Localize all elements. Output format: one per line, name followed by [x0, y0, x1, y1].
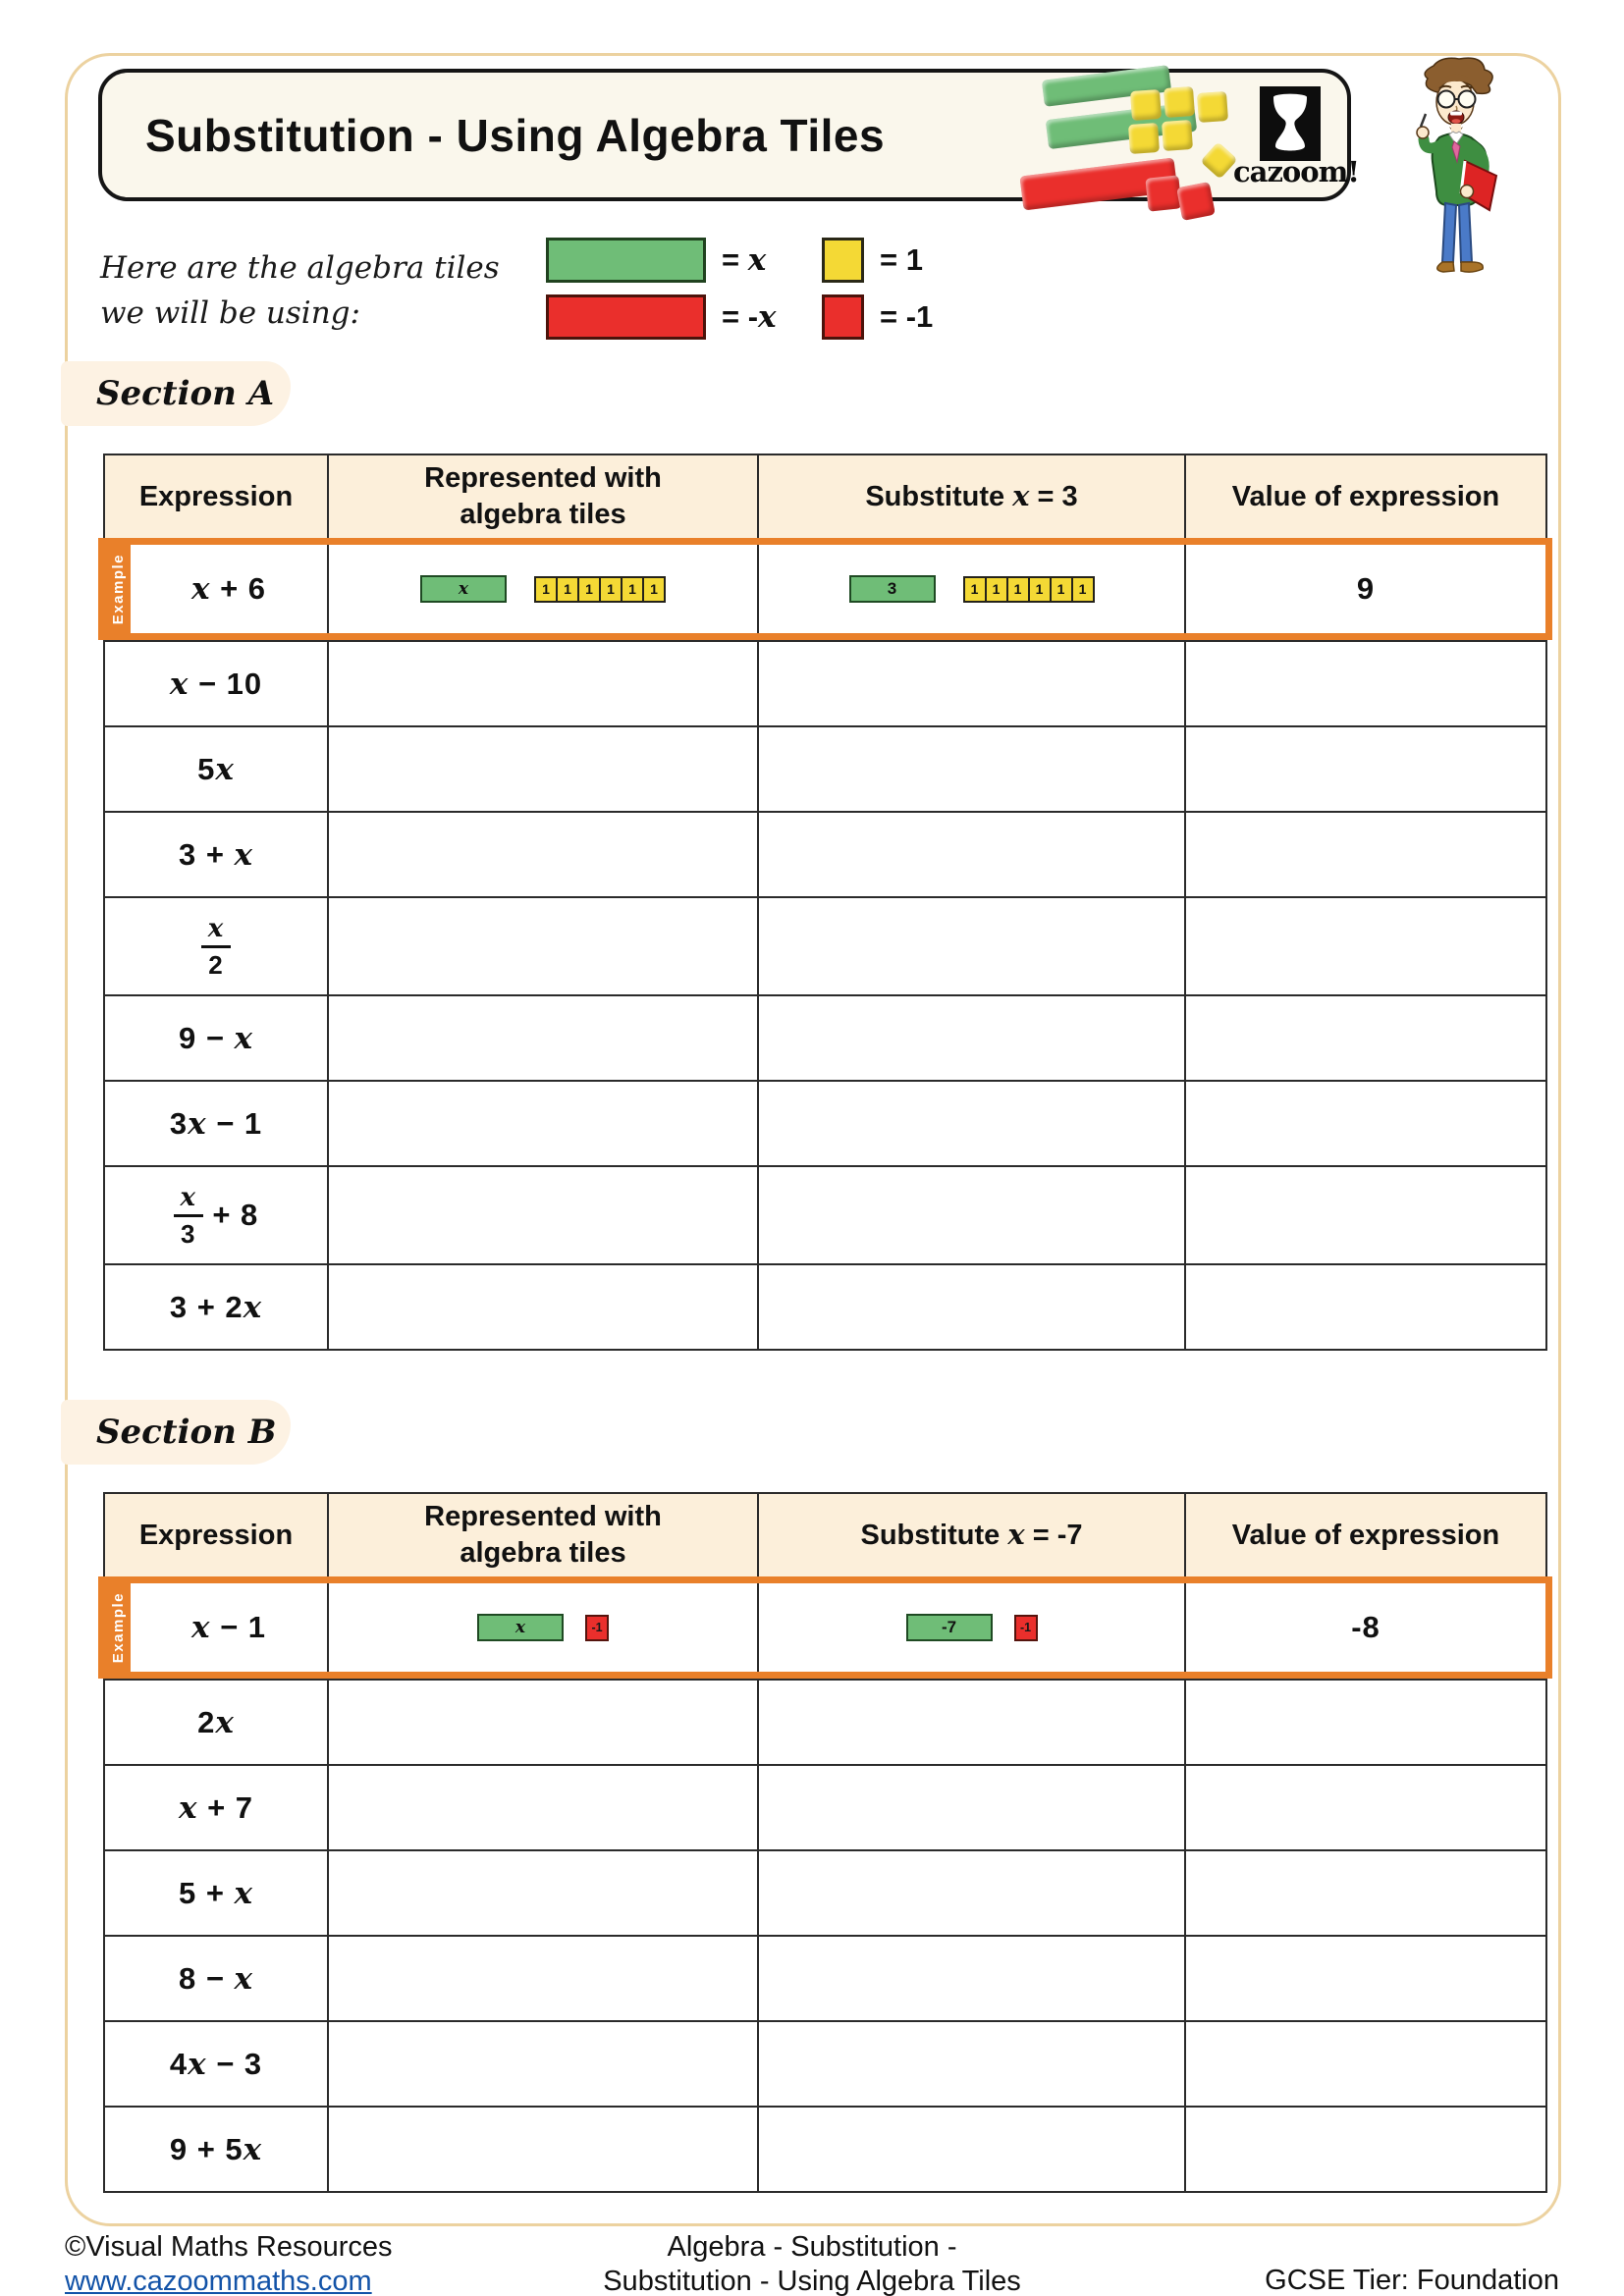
unit-tiles-strip [963, 576, 1095, 603]
represented-answer-cell [327, 1937, 757, 2020]
footer-copyright: ©Visual Maths Resources [65, 2231, 393, 2263]
column-header-text: Represented with algebra tiles [424, 462, 670, 530]
column-header [105, 1494, 327, 1576]
unit-tiles-strip [1014, 1615, 1038, 1641]
represented-answer-cell [327, 727, 757, 811]
table-row [105, 1080, 1545, 1165]
value-answer-cell [1184, 1937, 1545, 2020]
unit-tiles-strip [585, 1615, 609, 1641]
legend-negone-label: = -1 [880, 299, 934, 334]
table-row [105, 1263, 1545, 1349]
represented-answer-cell [327, 1681, 757, 1764]
represented-answer-cell [327, 898, 757, 994]
expression-cell [105, 2022, 327, 2106]
expression-cell [105, 1265, 327, 1349]
column-header-text: Substitute x = 3 [865, 479, 1078, 512]
column-header [327, 455, 757, 538]
example-represented-cell [327, 1583, 757, 1672]
substituted-answer-cell [757, 1851, 1184, 1935]
substituted-answer-cell [757, 1937, 1184, 2020]
expression-cell [105, 996, 327, 1080]
section-b-table [103, 1492, 1547, 2193]
example-represented-cell [327, 545, 757, 633]
example-expression-cell [131, 545, 327, 633]
column-header-text: Substitute x = -7 [860, 1518, 1083, 1551]
column-header [1184, 1494, 1545, 1576]
example-value-text: -8 [1351, 1610, 1380, 1644]
table-row [105, 1764, 1545, 1849]
expression-cell [105, 1851, 327, 1935]
drum-icon [1266, 91, 1315, 156]
example-tab-label: Example [109, 553, 127, 625]
column-header [1184, 455, 1545, 538]
substituted-answer-cell [757, 2108, 1184, 2191]
column-header-text: Represented with algebra tiles [424, 1501, 670, 1569]
expression-cell [105, 1681, 327, 1764]
table-row [105, 725, 1545, 811]
expression-text: $\frac{x}{2}$ [201, 915, 231, 979]
yellow-unit-tile: 1 [642, 576, 666, 603]
green-x-tile: x [420, 575, 507, 603]
table-row [105, 811, 1545, 896]
expression-cell [105, 1937, 327, 2020]
represented-answer-cell [327, 1851, 757, 1935]
section-a-label: Section A [61, 361, 291, 426]
substituted-answer-cell [757, 996, 1184, 1080]
decor-yellow-tile [1197, 91, 1228, 123]
represented-answer-cell [327, 642, 757, 725]
yellow-unit-tile: 1 [985, 576, 1008, 603]
legend-negx-label: = -x [722, 299, 777, 335]
expression-text: 8 − x [178, 1960, 254, 1997]
example-tab [105, 545, 131, 633]
substituted-answer-cell [757, 727, 1184, 811]
table-row [105, 1849, 1545, 1935]
teacher-illustration [1410, 55, 1512, 289]
green-x-tile: 3 [849, 575, 936, 603]
expression-cell [105, 813, 327, 896]
yellow-unit-tile: 1 [1006, 576, 1030, 603]
expression-text: 9 − x [178, 1020, 254, 1056]
substituted-answer-cell [757, 1167, 1184, 1263]
value-answer-cell [1184, 727, 1545, 811]
expression-cell [105, 1766, 327, 1849]
expression-text: 9 + 5 x [169, 2131, 263, 2167]
substituted-answer-cell [757, 813, 1184, 896]
column-header-text: Value of expression [1231, 1519, 1500, 1551]
represented-answer-cell [327, 1167, 757, 1263]
value-answer-cell [1184, 1167, 1545, 1263]
substituted-answer-cell [757, 898, 1184, 994]
example-value-text: 9 [1356, 571, 1376, 606]
expression-text: 3 + x [178, 836, 254, 873]
value-answer-cell [1184, 2108, 1545, 2191]
green-x-tile: -7 [906, 1614, 993, 1641]
table-row [105, 1679, 1545, 1764]
table-row [105, 2020, 1545, 2106]
table-header-row [105, 1494, 1545, 1576]
column-header-text: Expression [138, 1519, 294, 1551]
legend-x-label: = x [722, 242, 767, 278]
expression-cell [105, 1167, 327, 1263]
decor-red-square-tile [1145, 175, 1181, 211]
yellow-unit-tile: 1 [1050, 576, 1073, 603]
yellow-unit-tile: 1 [534, 576, 558, 603]
value-answer-cell [1184, 1082, 1545, 1165]
expression-text: x + 7 [178, 1789, 254, 1826]
yellow-unit-tile: 1 [621, 576, 644, 603]
represented-answer-cell [327, 996, 757, 1080]
yellow-unit-tile: 1 [556, 576, 579, 603]
footer-center [395, 2230, 1229, 2296]
footer-website-link[interactable]: www.cazoommaths.com [65, 2266, 372, 2296]
example-substituted-cell [757, 1583, 1184, 1672]
expression-cell [105, 642, 327, 725]
example-tab [105, 1583, 131, 1672]
expression-text: 3 + 2 x [169, 1289, 263, 1325]
red-unit-tile: -1 [585, 1615, 609, 1641]
footer-tier: GCSE Tier: Foundation [1265, 2265, 1559, 2296]
footer-left [65, 2230, 393, 2296]
example-value-cell [1184, 545, 1545, 633]
algebra-tiles-group [420, 575, 666, 603]
example-substituted-cell [757, 545, 1184, 633]
column-header-text: Value of expression [1231, 480, 1500, 512]
table-row [105, 640, 1545, 725]
tile-legend [546, 232, 966, 346]
value-answer-cell [1184, 813, 1545, 896]
section-b-label: Section B [61, 1400, 291, 1465]
substituted-answer-cell [757, 2022, 1184, 2106]
page-title: Substitution - Using Algebra Tiles [145, 109, 886, 161]
decor-yellow-tile [1162, 120, 1193, 151]
cazoom-logo-text: cazoom! [1233, 155, 1360, 188]
legend-green-x-tile [546, 238, 706, 283]
algebra-tiles-group [849, 575, 1095, 603]
section-a-table [103, 454, 1547, 1351]
expression-cell [105, 2108, 327, 2191]
expression-cell [105, 727, 327, 811]
example-row [98, 538, 1552, 640]
expression-cell [105, 898, 327, 994]
example-value-cell [1184, 1583, 1545, 1672]
represented-answer-cell [327, 813, 757, 896]
represented-answer-cell [327, 2108, 757, 2191]
yellow-unit-tile: 1 [599, 576, 623, 603]
table-row [105, 994, 1545, 1080]
decor-red-square-tile [1176, 182, 1216, 221]
algebra-tiles-group [477, 1614, 609, 1641]
cazoom-logo [1260, 86, 1321, 161]
expression-text: x − 1 [190, 1610, 267, 1645]
expression-text: $\frac{x}{3}$ + 8 [174, 1184, 259, 1248]
intro-line-1: Here are the algebra tiles [100, 250, 500, 286]
yellow-unit-tile: 1 [963, 576, 987, 603]
expression-text: 2 x [197, 1704, 235, 1740]
table-header-row [105, 455, 1545, 538]
footer-topic-line-2: Substitution - Using Algebra Tiles [603, 2266, 1021, 2296]
column-header-text: Expression [138, 480, 294, 512]
legend-one-label: = 1 [880, 242, 923, 277]
table-row [105, 1935, 1545, 2020]
value-answer-cell [1184, 1851, 1545, 1935]
substituted-answer-cell [757, 1082, 1184, 1165]
substituted-answer-cell [757, 1265, 1184, 1349]
table-row [105, 1165, 1545, 1263]
yellow-unit-tile: 1 [577, 576, 601, 603]
yellow-unit-tile: 1 [1071, 576, 1095, 603]
legend-yellow-unit-tile [822, 238, 864, 283]
yellow-unit-tile: 1 [1028, 576, 1052, 603]
represented-answer-cell [327, 1082, 757, 1165]
intro-line-2: we will be using: [100, 295, 360, 331]
example-expression-cell [131, 1583, 327, 1672]
expression-text: x + 6 [190, 571, 267, 607]
intro-text [100, 245, 500, 336]
decor-yellow-tile [1130, 89, 1162, 121]
table-row [105, 896, 1545, 994]
algebra-tiles-group [906, 1614, 1038, 1641]
decor-yellow-tile [1164, 86, 1195, 118]
example-row [98, 1576, 1552, 1679]
legend-red-negunit-tile [822, 294, 864, 340]
column-header [327, 1494, 757, 1576]
decor-yellow-tile [1128, 123, 1160, 154]
substituted-answer-cell [757, 1681, 1184, 1764]
unit-tiles-strip [534, 576, 666, 603]
substituted-answer-cell [757, 642, 1184, 725]
expression-text: x − 10 [169, 666, 263, 702]
example-tab-label: Example [109, 1591, 127, 1664]
column-header [757, 1494, 1184, 1576]
green-x-tile: x [477, 1614, 564, 1641]
legend-red-negx-tile [546, 294, 706, 340]
footer-topic-line-1: Algebra - Substitution - [667, 2231, 957, 2263]
column-header [105, 455, 327, 538]
table-row [105, 2106, 1545, 2191]
represented-answer-cell [327, 1766, 757, 1849]
expression-text: 5 x [197, 751, 235, 787]
expression-cell [105, 1082, 327, 1165]
expression-text: 4 x − 3 [169, 2046, 263, 2082]
value-answer-cell [1184, 996, 1545, 1080]
value-answer-cell [1184, 2022, 1545, 2106]
substituted-answer-cell [757, 1766, 1184, 1849]
represented-answer-cell [327, 2022, 757, 2106]
expression-text: 3 x − 1 [169, 1105, 263, 1142]
value-answer-cell [1184, 1766, 1545, 1849]
expression-text: 5 + x [178, 1875, 254, 1911]
represented-answer-cell [327, 1265, 757, 1349]
value-answer-cell [1184, 1265, 1545, 1349]
value-answer-cell [1184, 1681, 1545, 1764]
value-answer-cell [1184, 898, 1545, 994]
column-header [757, 455, 1184, 538]
value-answer-cell [1184, 642, 1545, 725]
red-unit-tile: -1 [1014, 1615, 1038, 1641]
